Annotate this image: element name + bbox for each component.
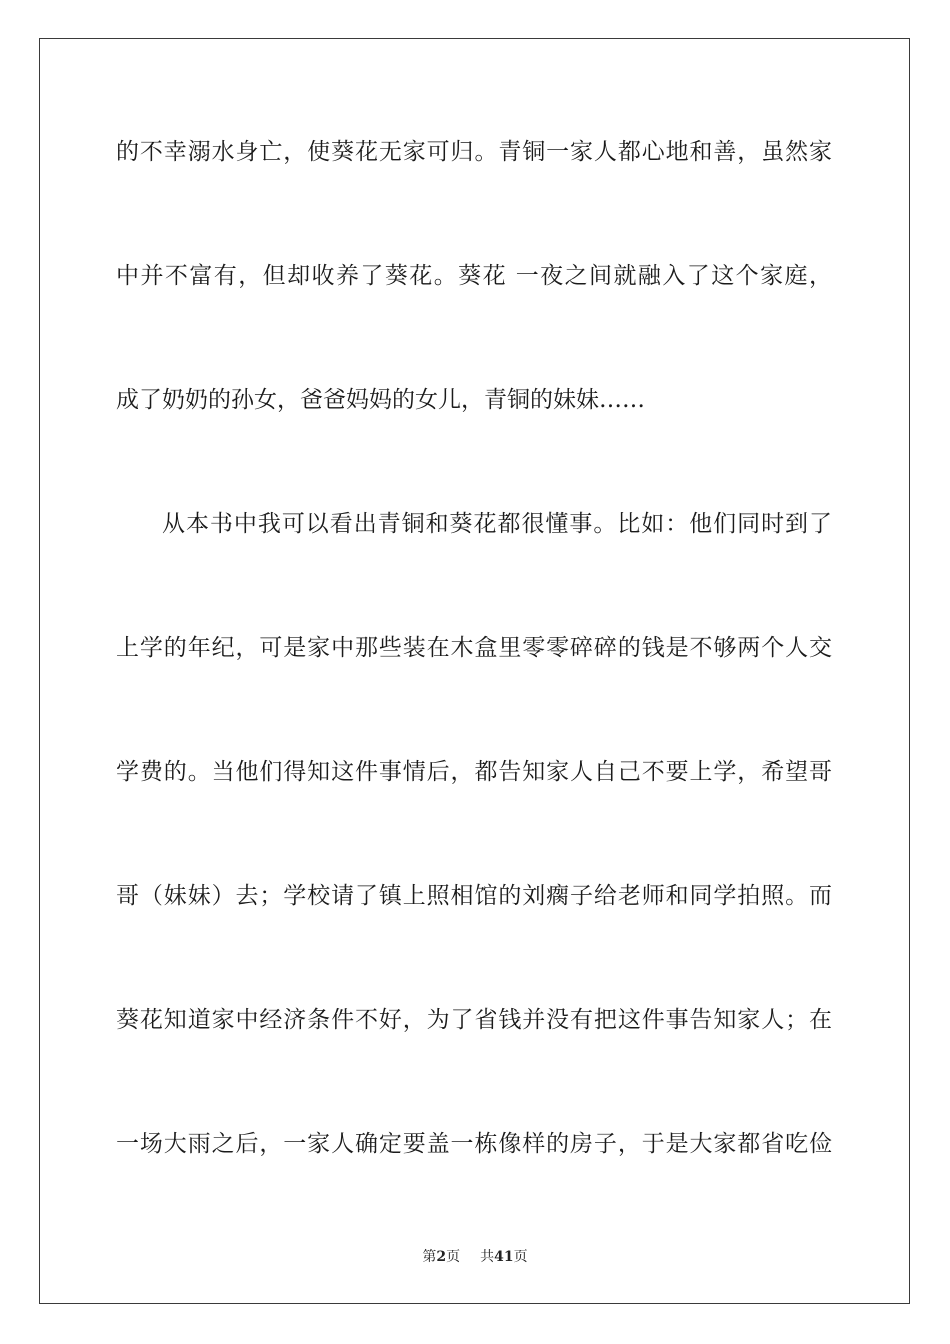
body-text-line: 成了奶奶的孙女，爸爸妈妈的女儿，青铜的妹妹…… [116,387,645,413]
body-text-line: 中并不富有，但却收养了葵花。葵花 一夜之间就融入了这个家庭， [116,263,832,289]
page-suffix: 页 [446,1249,461,1265]
body-text-line: 的不幸溺水身亡，使葵花无家可归。青铜一家人都心地和善，虽然家 [116,139,832,165]
paragraph-first-line: 从本书中我可以看出青铜和葵花都很懂事。比如：他们同时到了 [162,511,832,537]
page-footer [0,1246,950,1266]
page-number: 2 [436,1249,447,1265]
body-text-line: 哥（妹妹）去；学校请了镇上照相馆的刘瘸子给老师和同学拍照。而 [116,883,832,909]
total-pages: 41 [494,1249,514,1265]
body-text-line: 一场大雨之后，一家人确定要盖一栋像样的房子，于是大家都省吃俭 [116,1131,832,1157]
total-suffix: 页 [513,1249,528,1265]
page-prefix: 第 [422,1249,437,1265]
total-prefix: 共 [480,1249,495,1265]
body-text-line: 葵花知道家中经济条件不好，为了省钱并没有把这件事告知家人；在 [116,1007,832,1033]
body-text-line: 学费的。当他们得知这件事情后，都告知家人自己不要上学，希望哥 [116,759,832,785]
page-border [39,38,910,1304]
body-text-line: 上学的年纪，可是家中那些装在木盒里零零碎碎的钱是不够两个人交 [116,635,832,661]
